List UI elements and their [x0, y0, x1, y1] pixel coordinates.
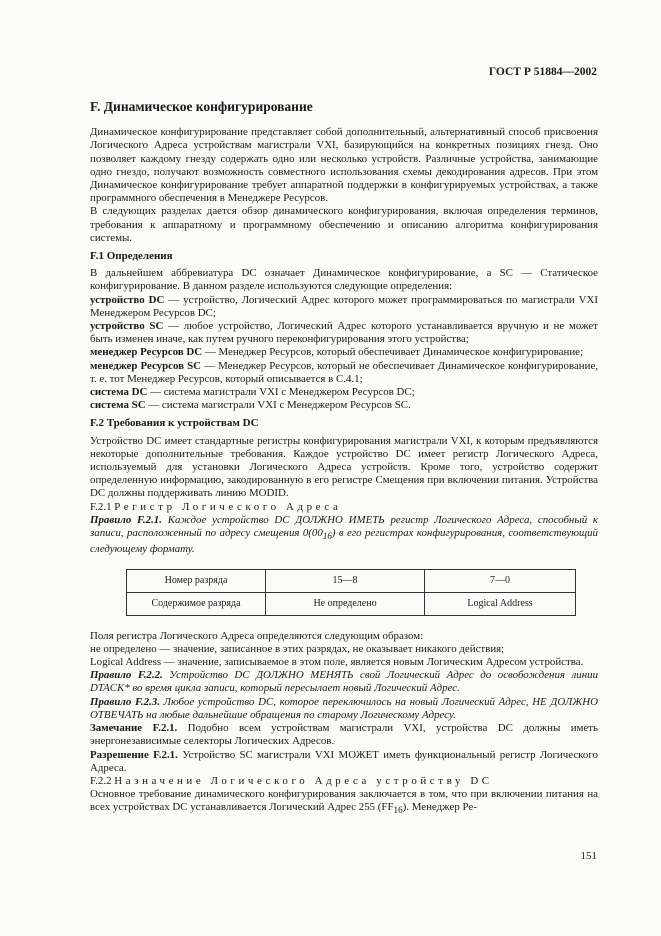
table-cell: Содержимое разряда	[127, 592, 266, 615]
intro-paragraph-1: Динамическое конфигурирование представляет собой дополнительный, альтернативный способ присвоения Логического Адреса устройствам магистрали VXI, базирующийся на конкретных позициях гнезд. Оно позволяет каждому гнезду содержать одно или несколько устройств. Различные устройства, занимающие одно гнездо, получают возможность совместного использования схемы декодирования адресов. При этом Динамическое конфигурирование требует аппаратной поддержки в конфигурируемых устройствах, а также программного обеспечения в Менеджере Ресурсов.	[90, 126, 598, 205]
signal-name: DTACK*	[90, 682, 130, 695]
rule-f22	[90, 669, 598, 695]
subsection-heading-f22	[90, 775, 598, 788]
subsection-number: F.2.1	[90, 500, 112, 513]
table-cell: Logical Address	[425, 592, 576, 615]
definition-dc-manager	[90, 346, 598, 359]
definition-text: — Менеджер Ресурсов, который не обеспечивает Динамическое конфигурирование, т. е. тот Менеджер Ресурсов, который описывается в С.4.1;	[90, 359, 598, 385]
rule-text: на любые дальнейшие обращения по старому Логическому Адресу.	[143, 708, 456, 721]
rule-text: Устройство DC	[162, 669, 257, 682]
permission-f21	[90, 749, 598, 775]
page-number: 151	[580, 850, 597, 862]
rule-text: во время цикла записи, который пересылает новый Логический Адрес.	[129, 682, 460, 695]
subsection-title-f1: F.1 Определения	[90, 250, 173, 263]
rule-label: Правило F.2.2.	[90, 669, 163, 682]
rule-text: ) в его регистрах конфигурирования, соответствующий следующему формату.	[90, 527, 598, 556]
table-cell: 7—0	[425, 569, 576, 592]
rule-f23	[90, 696, 598, 722]
intro-paragraph-2: В следующих разделах дается обзор динамического конфигурирования, включая определения терминов, требования к аппаратному и программному обеспечению и описанию алгоритма конфигурирования системы.	[90, 205, 598, 244]
rule-label: Правило F.2.1.	[90, 513, 162, 526]
definition-text: — система магистрали VXI с Менеджером Ресурсов DC;	[147, 386, 415, 399]
table-cell: Не определено	[266, 592, 425, 615]
standard-header: ГОСТ Р 51884—2002	[488, 66, 597, 78]
rule-keyword: ДОЛЖНО ИМЕТЬ	[295, 513, 385, 526]
table-cell: Номер разряда	[127, 569, 266, 592]
definition-text: — Менеджер Ресурсов, который обеспечивает Динамическое конфигурирование;	[202, 346, 584, 359]
rule-keyword: ДОЛЖНО МЕНЯТЬ	[256, 669, 354, 682]
rule-text: Каждое устройство DC	[161, 513, 296, 526]
definition-term: система DC	[90, 386, 148, 399]
rule-keyword: НЕ ДОЛЖНО ОТВЕЧАТЬ	[90, 695, 598, 721]
permission-text: Устройство SC магистрали VXI МОЖЕТ иметь функциональный регистр Логического Адреса.	[90, 748, 598, 774]
field-logical-address: Logical Address — значение, записываемое в этом поле, является новым Логическим Адресом устройства.	[90, 656, 584, 669]
note-text: Подобно всем устройствам магистрали VXI, устройства DC должны иметь энергонезависимые селекторы Логических Адресов.	[90, 722, 598, 748]
paragraph-text: Основное требование динамического конфигурирования заключается в том, что при включении питания на всех устройствах DC устанавливается Логический Адрес 255 (FF	[90, 788, 598, 814]
table-row	[127, 569, 576, 592]
note-f21	[90, 722, 598, 748]
f2-intro: Устройство DC имеет стандартные регистры конфигурирования магистрали VXI, к которым предъявляются некоторые дополнительные требования. Каждое устройство DC имеет регистр Логического Адреса, используемый для установки Логического Адреса устройств. Кроме того, устройство содержит определенную информацию, закодированную в его регистре Смещения при включении питания. Устройства DC должны поддерживать линию MODID.	[90, 434, 598, 500]
definition-text: — система магистрали VXI с Менеджером Ресурсов SC.	[145, 399, 411, 412]
definition-term: система SC	[90, 399, 146, 412]
definition-sc-device	[90, 320, 598, 346]
fields-intro: Поля регистра Логического Адреса определяются следующим образом:	[90, 629, 424, 642]
table-cell: 15—8	[266, 569, 425, 592]
table-row	[127, 592, 576, 615]
rule-text: свой Логический Адрес до освобождения линии	[353, 669, 598, 682]
definition-sc-system	[90, 399, 598, 412]
rule-subscript: 16	[322, 531, 332, 542]
subsection-heading-text: Регистр Логического Адреса	[114, 500, 342, 513]
definition-text: — любое устройство, Логический Адрес которого устанавливается вручную и не может быть изменен иначе, как путем ручного переконфигурирования этого устройства;	[90, 320, 598, 346]
f1-intro: В дальнейшем аббревиатура DC означает Динамическое конфигурирование, а SC — Статическое конфигурирование. В данном разделе используются следующие определения:	[90, 267, 598, 293]
rule-text: регистр Логического Адреса, способный к записи, расположенный по адресу смещения 0(00	[90, 513, 598, 540]
subsection-heading-f21	[90, 501, 598, 514]
definition-sc-manager	[90, 360, 598, 386]
page-content	[90, 96, 598, 818]
rule-text: Любое устройство DC, которое переключилось на новый Логический Адрес,	[159, 695, 533, 708]
definition-term: менеджер Ресурсов SC	[90, 359, 202, 372]
rule-f21	[90, 514, 598, 557]
subsection-number: F.2.2	[90, 774, 112, 787]
note-label: Замечание F.2.1.	[90, 722, 178, 735]
paragraph-subscript: 16	[393, 805, 403, 816]
field-undefined: не определено — значение, записанное в этих разрядах, не оказывает никакого действия;	[90, 642, 505, 655]
permission-label: Разрешение F.2.1.	[90, 748, 178, 761]
subsection-title-f2: F.2 Требования к устройствам DC	[90, 417, 259, 430]
logical-address-register-table	[126, 569, 576, 616]
rule-label: Правило F.2.3.	[90, 695, 160, 708]
definition-term: менеджер Ресурсов DC	[90, 346, 203, 359]
definition-term: устройство SC	[90, 320, 164, 333]
final-paragraph	[90, 788, 598, 818]
definition-dc-device	[90, 294, 598, 320]
paragraph-text: ). Менеджер Ре-	[402, 801, 477, 814]
subsection-heading-text: Назначение Логического Адреса устройству DC	[114, 774, 493, 787]
definition-term: устройство DC	[90, 293, 165, 306]
section-title: F. Динамическое конфигурирование	[90, 99, 313, 114]
definition-text: — устройство, Логический Адрес которого может программироваться по магистрали VXI Менеджером Ресурсов DC;	[90, 293, 599, 319]
definition-dc-system	[90, 386, 598, 399]
